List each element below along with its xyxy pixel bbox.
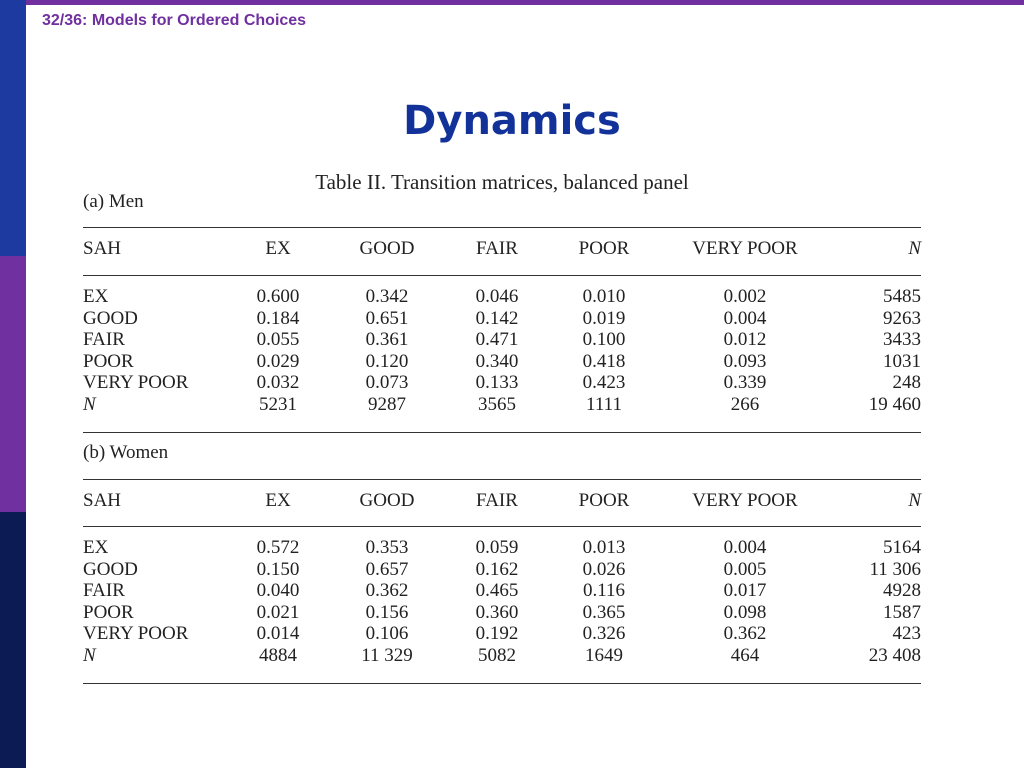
panel-label-women: (b) Women: [83, 442, 169, 463]
table-cell: 0.012: [723, 329, 767, 351]
table-cell: 9287: [368, 394, 406, 415]
table-cell: 0.365: [582, 601, 626, 623]
table-cell: 3433: [883, 329, 921, 351]
table-cell: 0.004: [723, 307, 767, 329]
table-cell: 0.133: [475, 372, 519, 394]
table-cell: 0.184: [256, 307, 300, 329]
table-cell: 5231: [259, 394, 297, 415]
table-cell: 0.600: [256, 286, 300, 307]
table-cell: 0.361: [365, 329, 409, 351]
table-cell: 5485: [883, 286, 921, 307]
table-cell: 0.026: [582, 558, 626, 580]
table-cell: 0.093: [723, 350, 767, 372]
column-header-fair: FAIR: [476, 490, 518, 511]
panel-label-men: (a) Men: [83, 191, 144, 212]
table-rule: [83, 227, 921, 228]
table-rule: [83, 432, 921, 433]
table-cell: 464: [730, 645, 760, 666]
table-cell: 0.059: [475, 537, 519, 558]
table-cell: 0.465: [475, 580, 519, 602]
column-header-very-poor: VERY POOR: [692, 238, 798, 259]
table-cell: GOOD: [83, 558, 138, 580]
table-cell: EX: [83, 537, 109, 558]
table-row: [0, 394, 1024, 416]
table-cell: GOOD: [83, 307, 138, 329]
table-cell: 4884: [259, 645, 297, 666]
table-cell: 0.360: [475, 601, 519, 623]
column-header-very-poor: VERY POOR: [692, 490, 798, 511]
table-cell: 0.013: [582, 537, 626, 558]
table-cell: 0.340: [475, 350, 519, 372]
column-header-n: N: [908, 238, 921, 259]
table-cell: VERY POOR: [83, 372, 189, 394]
top-accent-bar: [0, 0, 1024, 5]
table-cell: 0.106: [365, 623, 409, 645]
table-cell: 0.032: [256, 372, 300, 394]
table-cell: 266: [730, 394, 760, 415]
table-cell: 1031: [883, 350, 921, 372]
slide-title: Dynamics: [403, 98, 621, 144]
table-cell: 0.100: [582, 329, 626, 351]
table-cell: 0.046: [475, 286, 519, 307]
table-cell: 0.010: [582, 286, 626, 307]
table-row: [0, 372, 1024, 394]
column-header-good: GOOD: [359, 490, 415, 511]
column-header-fair: FAIR: [476, 238, 518, 259]
table-row: [0, 286, 1024, 308]
table-cell: POOR: [83, 350, 134, 372]
table-cell: 0.055: [256, 329, 300, 351]
table-cell: 1111: [586, 394, 622, 415]
table-row: [0, 602, 1024, 624]
column-header-ex: EX: [265, 238, 291, 259]
table-cell: 0.162: [475, 558, 519, 580]
table-cell: 0.423: [582, 372, 626, 394]
table-row: [0, 537, 1024, 559]
table-cell: 0.651: [365, 307, 409, 329]
table-cell: 0.019: [582, 307, 626, 329]
table-cell: 0.339: [723, 372, 767, 394]
table-rule: [83, 526, 921, 527]
table-cell: 0.116: [582, 580, 626, 602]
table-cell: 0.342: [365, 286, 409, 307]
table-cell: 0.657: [365, 558, 409, 580]
table-cell: 0.362: [723, 623, 767, 645]
table-row: [0, 623, 1024, 645]
column-header-sah: SAH: [83, 238, 122, 259]
table-cell: 1649: [585, 645, 623, 666]
table-row: [0, 308, 1024, 330]
table-rule: [83, 275, 921, 276]
table-cell: 0.098: [723, 601, 767, 623]
table-cell: 0.120: [365, 350, 409, 372]
column-header-good: GOOD: [359, 238, 415, 259]
table-cell: 11 306: [869, 558, 921, 580]
table-cell: 0.150: [256, 558, 300, 580]
table-row: [0, 645, 1024, 667]
table-cell: 0.192: [475, 623, 519, 645]
table-cell: 0.362: [365, 580, 409, 602]
table-cell: FAIR: [83, 580, 125, 602]
column-header-sah: SAH: [83, 490, 122, 511]
table-cell: N: [83, 645, 96, 666]
table-cell: 0.353: [365, 537, 409, 558]
table-cell: VERY POOR: [83, 623, 189, 645]
table-cell: 0.029: [256, 350, 300, 372]
table-cell: 5082: [478, 645, 516, 666]
table-cell: 0.014: [256, 623, 300, 645]
table-cell: 0.156: [365, 601, 409, 623]
table-cell: 0.004: [723, 537, 767, 558]
table-cell: 0.002: [723, 286, 767, 307]
table-cell: 11 329: [361, 645, 413, 666]
slide-header-label: 32/36: Models for Ordered Choices: [42, 12, 307, 29]
table-cell: 423: [892, 623, 921, 645]
column-header-poor: POOR: [578, 490, 630, 511]
table-cell: 1587: [883, 601, 921, 623]
column-header-n: N: [908, 490, 921, 511]
table-cell: N: [83, 394, 96, 415]
table-row: [0, 580, 1024, 602]
table-cell: 0.017: [723, 580, 767, 602]
table-cell: 0.471: [475, 329, 519, 351]
table-cell: 23 408: [868, 645, 921, 666]
table-header-row: [0, 238, 1024, 260]
table-cell: 0.040: [256, 580, 300, 602]
table-cell: POOR: [83, 601, 134, 623]
table-cell: 0.073: [365, 372, 409, 394]
table-row: [0, 559, 1024, 581]
table-cell: 0.572: [256, 537, 300, 558]
column-header-ex: EX: [265, 490, 291, 511]
table-cell: 248: [892, 372, 921, 394]
table-caption: Table II. Transition matrices, balanced panel: [315, 170, 689, 194]
table-cell: 4928: [883, 580, 921, 602]
table-row: [0, 351, 1024, 373]
table-cell: 0.005: [723, 558, 767, 580]
table-cell: 9263: [883, 307, 921, 329]
table-cell: 5164: [883, 537, 921, 558]
table-cell: 19 460: [868, 394, 921, 415]
table-cell: EX: [83, 286, 109, 307]
table-cell: 3565: [478, 394, 516, 415]
column-header-poor: POOR: [578, 238, 630, 259]
table-cell: 0.021: [256, 601, 300, 623]
table-cell: FAIR: [83, 329, 125, 351]
table-cell: 0.326: [582, 623, 626, 645]
table-rule: [83, 683, 921, 684]
table-cell: 0.418: [582, 350, 626, 372]
table-row: [0, 329, 1024, 351]
table-cell: 0.142: [475, 307, 519, 329]
table-header-row: [0, 490, 1024, 512]
table-rule: [83, 479, 921, 480]
